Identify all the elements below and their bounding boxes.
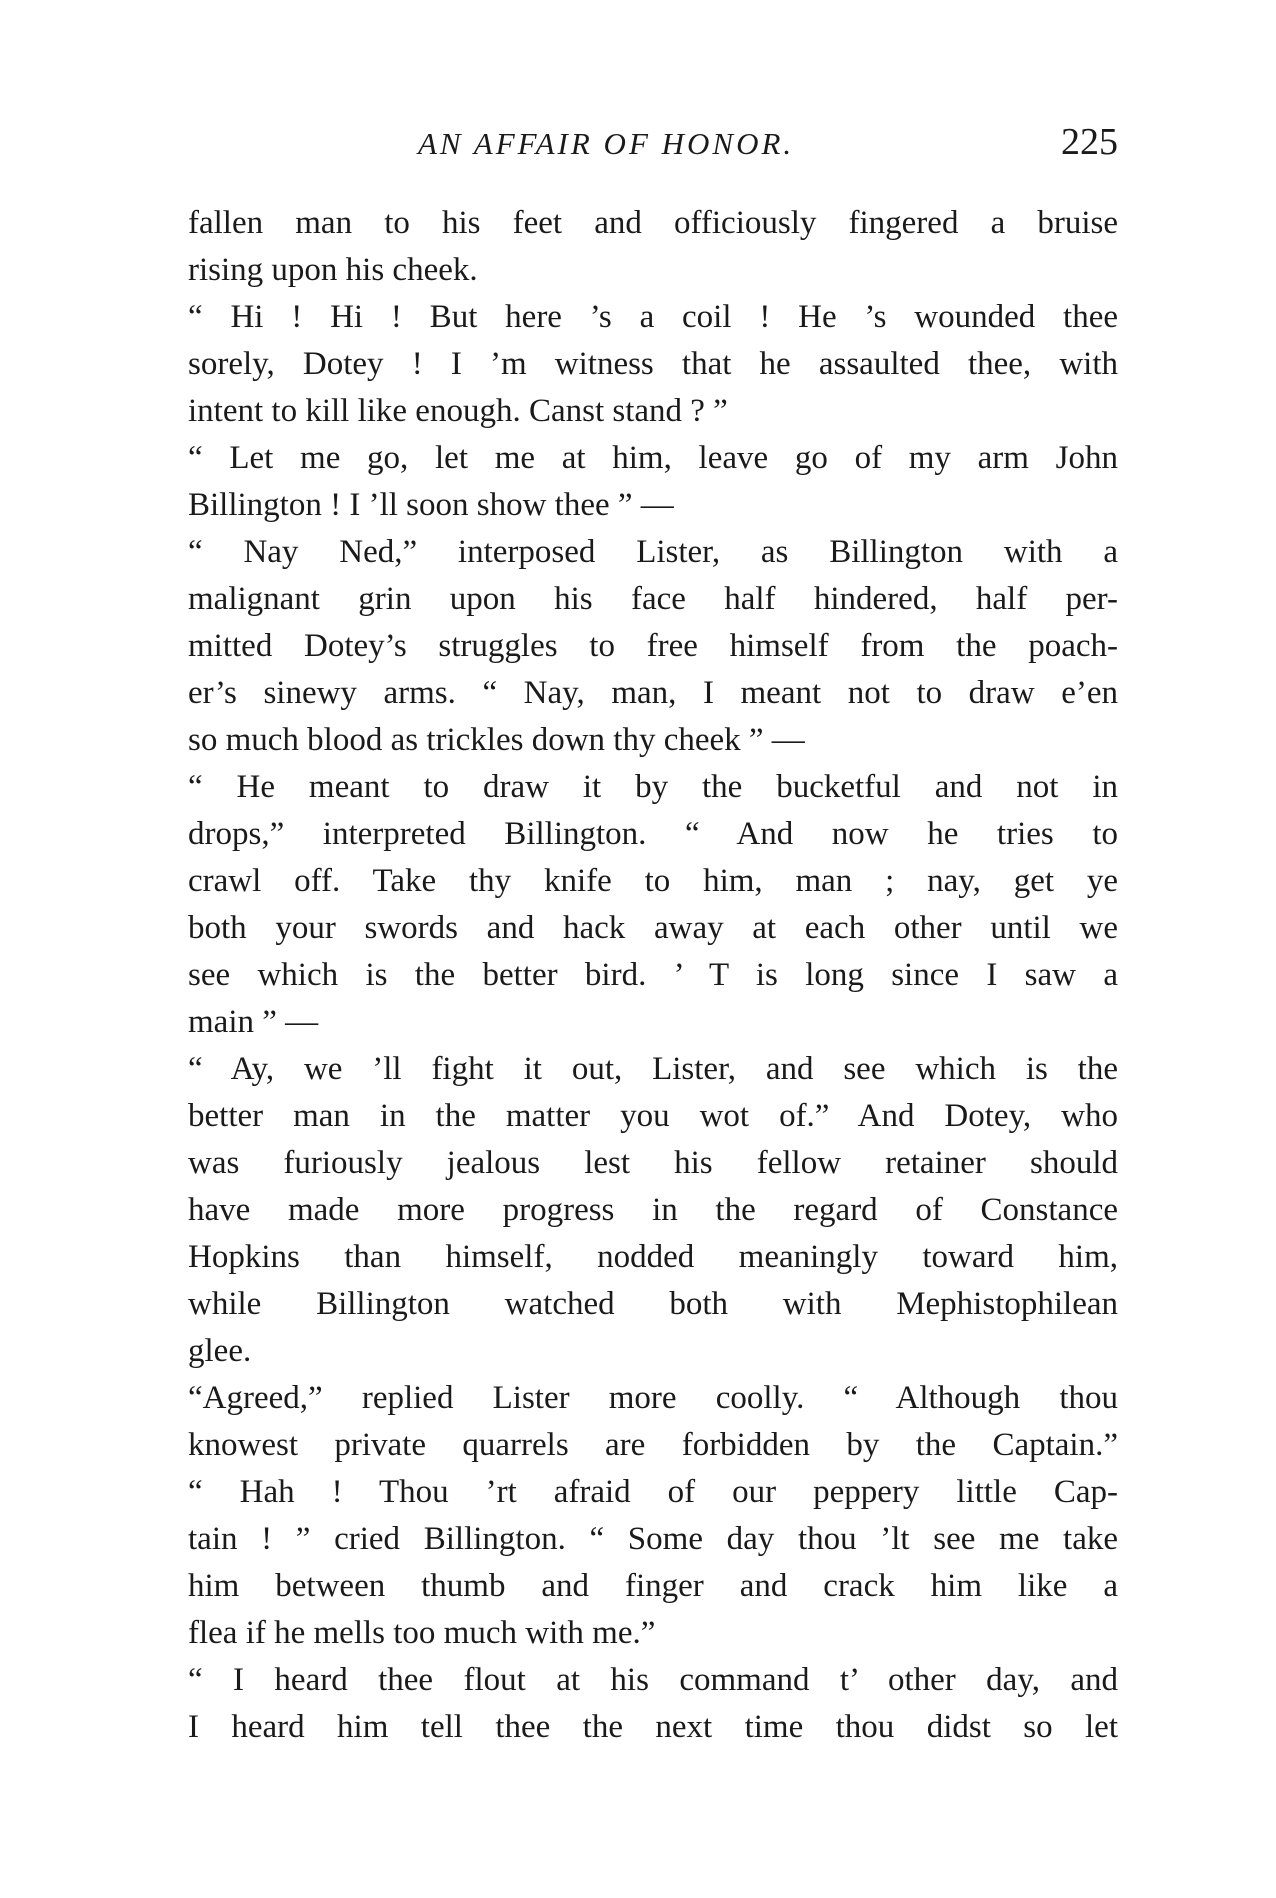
text-line: “ He meant to draw it by the bucketful and not in <box>188 769 1118 805</box>
body-text <box>188 200 1118 1751</box>
text-line: sorely, Dotey ! I ’m witness that he assaulted thee, with <box>188 346 1118 382</box>
text-line: “ Hi ! Hi ! But here ’s a coil ! He ’s wounded thee <box>188 299 1118 335</box>
text-line: was furiously jealous lest his fellow retainer should <box>188 1145 1118 1181</box>
page-number: 225 <box>1061 121 1118 163</box>
text-line: fallen man to his feet and officiously fingered a bruise <box>188 205 1118 241</box>
text-line: Hopkins than himself, nodded meaningly toward him, <box>188 1239 1118 1275</box>
text-line: crawl off. Take thy knife to him, man ; nay, get ye <box>188 863 1118 899</box>
running-head <box>188 116 1118 166</box>
text-line: “ Hah ! Thou ’rt afraid of our peppery little Cap- <box>188 1474 1118 1510</box>
text-line: better man in the matter you wot of.” And Dotey, who <box>188 1098 1118 1134</box>
text-line: “ Let me go, let me at him, leave go of my arm John <box>188 440 1118 476</box>
text-line: malignant grin upon his face half hindered, half per- <box>188 581 1118 617</box>
text-line: see which is the better bird. ’ T is long since I saw a <box>188 957 1118 993</box>
text-line: “ Nay Ned,” interposed Lister, as Billington with a <box>188 534 1118 570</box>
text-line: intent to kill like enough. Canst stand ? ” <box>188 393 728 429</box>
text-line: main ” — <box>188 1004 319 1040</box>
running-title: AN AFFAIR OF HONOR. <box>418 126 795 161</box>
text-line: I heard him tell thee the next time thou didst so let <box>188 1709 1118 1745</box>
text-line: rising upon his cheek. <box>188 252 478 288</box>
text-line: knowest private quarrels are forbidden by the Captain.” <box>188 1427 1118 1463</box>
text-line: “Agreed,” replied Lister more coolly. “ Although thou <box>188 1380 1118 1416</box>
text-line: him between thumb and finger and crack him like a <box>188 1568 1118 1604</box>
text-line: have made more progress in the regard of Constance <box>188 1192 1118 1228</box>
text-line: while Billington watched both with Mephistophilean <box>188 1286 1118 1322</box>
text-line: drops,” interpreted Billington. “ And now he tries to <box>188 816 1118 852</box>
text-line: er’s sinewy arms. “ Nay, man, I meant not to draw e’en <box>188 675 1118 711</box>
text-line: “ I heard thee flout at his command t’ other day, and <box>188 1662 1118 1698</box>
text-line: “ Ay, we ’ll fight it out, Lister, and see which is the <box>188 1051 1118 1087</box>
text-line: Billington ! I ’ll soon show thee ” — <box>188 487 674 523</box>
text-line: flea if he mells too much with me.” <box>188 1615 656 1651</box>
text-line: so much blood as trickles down thy cheek ” — <box>188 722 805 758</box>
text-line: glee. <box>188 1333 252 1369</box>
text-line: mitted Dotey’s struggles to free himself from the poach- <box>188 628 1118 664</box>
text-line: tain ! ” cried Billington. “ Some day thou ’lt see me take <box>188 1521 1118 1557</box>
text-line: both your swords and hack away at each other until we <box>188 910 1118 946</box>
